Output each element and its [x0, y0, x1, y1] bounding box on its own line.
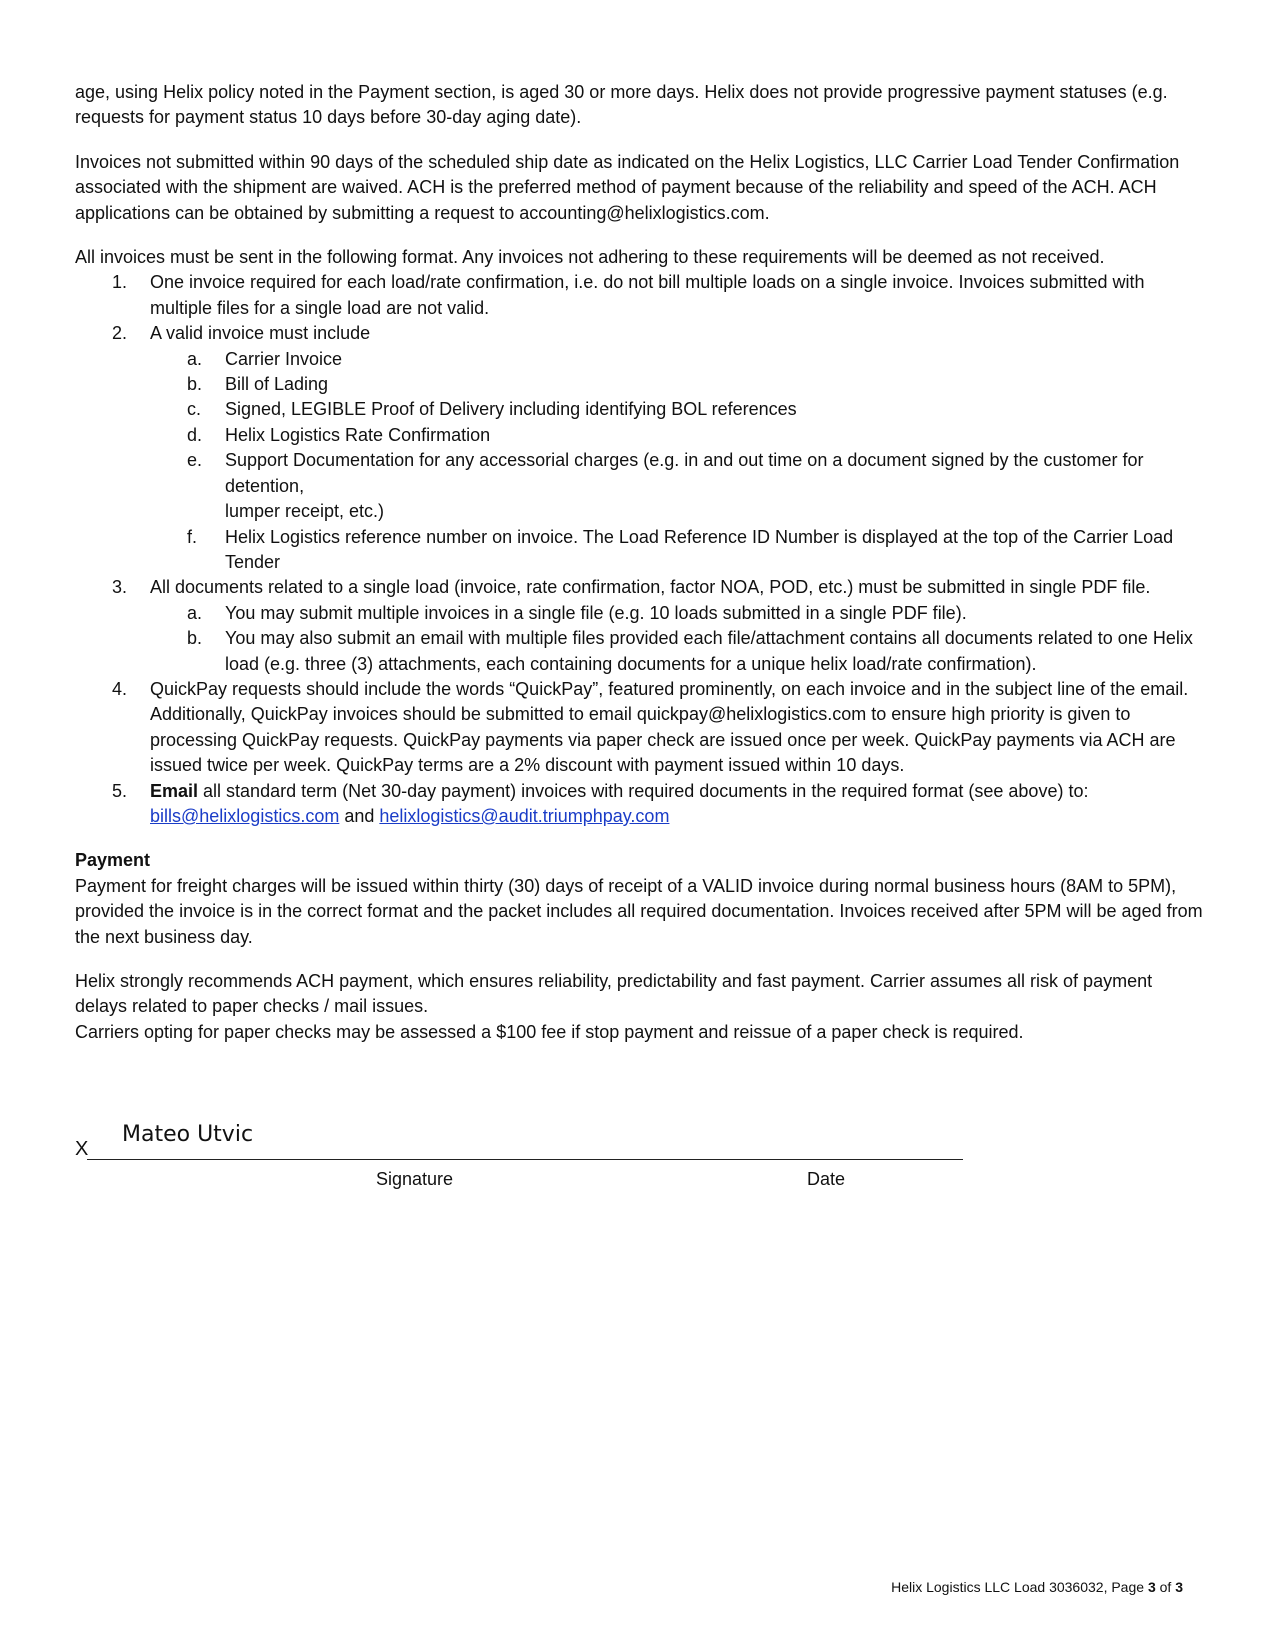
payment-heading: Payment [75, 850, 151, 871]
sublist-item-text: Carrier Invoice [225, 348, 343, 369]
email-bold-label: Email [150, 780, 199, 801]
sublist-item [150, 397, 1205, 422]
list-item-text: A valid invoice must include [150, 323, 371, 344]
signature-label: Signature [376, 1169, 454, 1189]
requirements-list [75, 270, 1205, 829]
signer-name: Mateo Utvic [122, 1122, 254, 1147]
page-footer [891, 1578, 1183, 1596]
link-joiner: and [339, 805, 380, 826]
sublist-marker: b. [187, 374, 203, 395]
list-marker: 4. [112, 678, 128, 699]
intro-paragraph-2: Invoices not submitted within 90 days of the scheduled ship date as indicated on the Helix Logistics, LLC Carrier Load Tender Confirmation associated with the shipment are waived. ACH is the preferred method of payment because of the reliability and speed of the ACH. ACH applications can be obtained by submitting a request to accounting@helixlogistics.com. [75, 151, 1180, 223]
sublist-item-text: Signed, LEGIBLE Proof of Delivery including identifying BOL references [225, 399, 797, 420]
sublist-marker: d. [187, 424, 203, 445]
audit-email-link[interactable]: helixlogistics@audit.triumphpay.com [379, 805, 670, 826]
sublist-marker: a. [187, 348, 203, 369]
sublist-item-text: You may also submit an email with multiple files provided each file/attachment contains all documents related to one Helix load (e.g. three (3) attachments, each containing documents for a unique helix load/rate confirmation). [225, 628, 1193, 674]
list-marker: 5. [112, 780, 128, 801]
payment-paragraph-1: Payment for freight charges will be issued within thirty (30) days of receipt of a VALID invoice during normal business hours (8AM to 5PM), provided the invoice is in the correct format and the packet includes all required documentation. Invoices received after 5PM will be aged from the next business day. [75, 875, 1203, 947]
payment-paragraph-2: Helix strongly recommends ACH payment, which ensures reliability, predictability and fast payment. Carrier assumes all risk of payment delays related to paper checks / mail issues. [75, 971, 1153, 1017]
list-item-text: QuickPay requests should include the words “QuickPay”, featured prominently, on each invoice and in the subject line of the email. Additionally, QuickPay invoices should be submitted to email quickpay@helixlogistics.com to ensure high priority is given to processing QuickPay requests. QuickPay payments via paper check are issued once per week. QuickPay payments via ACH are issued twice per week. QuickPay terms are a 2% discount with payment issued within 10 days. [150, 678, 1189, 776]
footer-page-total: 3 [1175, 1579, 1183, 1595]
sublist-item-text-continued: lumper receipt, etc.) [225, 501, 385, 522]
document-body [75, 80, 1205, 1045]
sublist-item [150, 448, 1205, 524]
list-item-text: One invoice required for each load/rate confirmation, i.e. do not bill multiple loads on a single invoice. Invoices submitted with multiple files for a single load are not valid. [150, 272, 1145, 318]
intro-paragraph-3: All invoices must be sent in the following format. Any invoices not adhering to these requirements will be deemed as not received. [75, 247, 1105, 268]
sublist-item-text: Helix Logistics reference number on invoice. The Load Reference ID Number is displayed at the top of the Carrier Load Tender [225, 526, 1174, 572]
signature-block [75, 1122, 975, 1195]
sublist-marker: c. [187, 399, 202, 420]
sublist-item-text: You may submit multiple invoices in a single file (e.g. 10 loads submitted in a single PDF file). [225, 602, 967, 623]
list-item [75, 270, 1205, 321]
list-marker: 3. [112, 577, 128, 598]
signature-line[interactable] [87, 1159, 822, 1160]
sublist-item [150, 525, 1205, 576]
sublist-item [150, 372, 1205, 397]
footer-prefix: Helix Logistics LLC Load 3036032, Page [891, 1579, 1148, 1595]
sublist-item-text: Helix Logistics Rate Confirmation [225, 424, 491, 445]
signature-x-mark: X [75, 1138, 89, 1160]
sublist-marker: b. [187, 628, 203, 649]
sublist-marker: e. [187, 450, 203, 471]
sublist-item [150, 423, 1205, 448]
sublist-item-text: Bill of Lading [225, 374, 329, 395]
footer-page-number: 3 [1147, 1579, 1156, 1595]
list-item-text: all standard term (Net 30-day payment) invoices with required documents in the required format (see above) to: [198, 780, 1089, 801]
list-marker: 1. [112, 272, 128, 293]
intro-paragraph-1: age, using Helix policy noted in the Payment section, is aged 30 or more days. Helix does not provide progressive payment statuses (e.g. requests for payment status 10 days before 30-day aging date). [75, 82, 1168, 128]
date-line[interactable] [815, 1159, 963, 1160]
list-item-text: All documents related to a single load (invoice, rate confirmation, factor NOA, POD, etc.) must be submitted in single PDF file. [150, 577, 1151, 598]
sublist-marker: f. [187, 526, 198, 547]
date-label: Date [807, 1169, 846, 1189]
footer-of: of [1155, 1579, 1176, 1595]
list-item [75, 677, 1205, 779]
bills-email-link[interactable]: bills@helixlogistics.com [150, 805, 340, 826]
sublist-item [150, 347, 1205, 372]
sublist-marker: a. [187, 602, 203, 623]
sublist [150, 601, 1205, 677]
list-item [75, 321, 1205, 575]
sublist-item-text: Support Documentation for any accessorial charges (e.g. in and out time on a document signed by the customer for detention, [225, 450, 1144, 496]
list-item [75, 779, 1205, 830]
list-item [75, 575, 1205, 677]
sublist-item [150, 601, 1205, 626]
list-marker: 2. [112, 323, 128, 344]
payment-paragraph-3: Carriers opting for paper checks may be assessed a $100 fee if stop payment and reissue of a paper check is required. [75, 1021, 1024, 1042]
sublist-item [150, 626, 1205, 677]
sublist [150, 347, 1205, 576]
